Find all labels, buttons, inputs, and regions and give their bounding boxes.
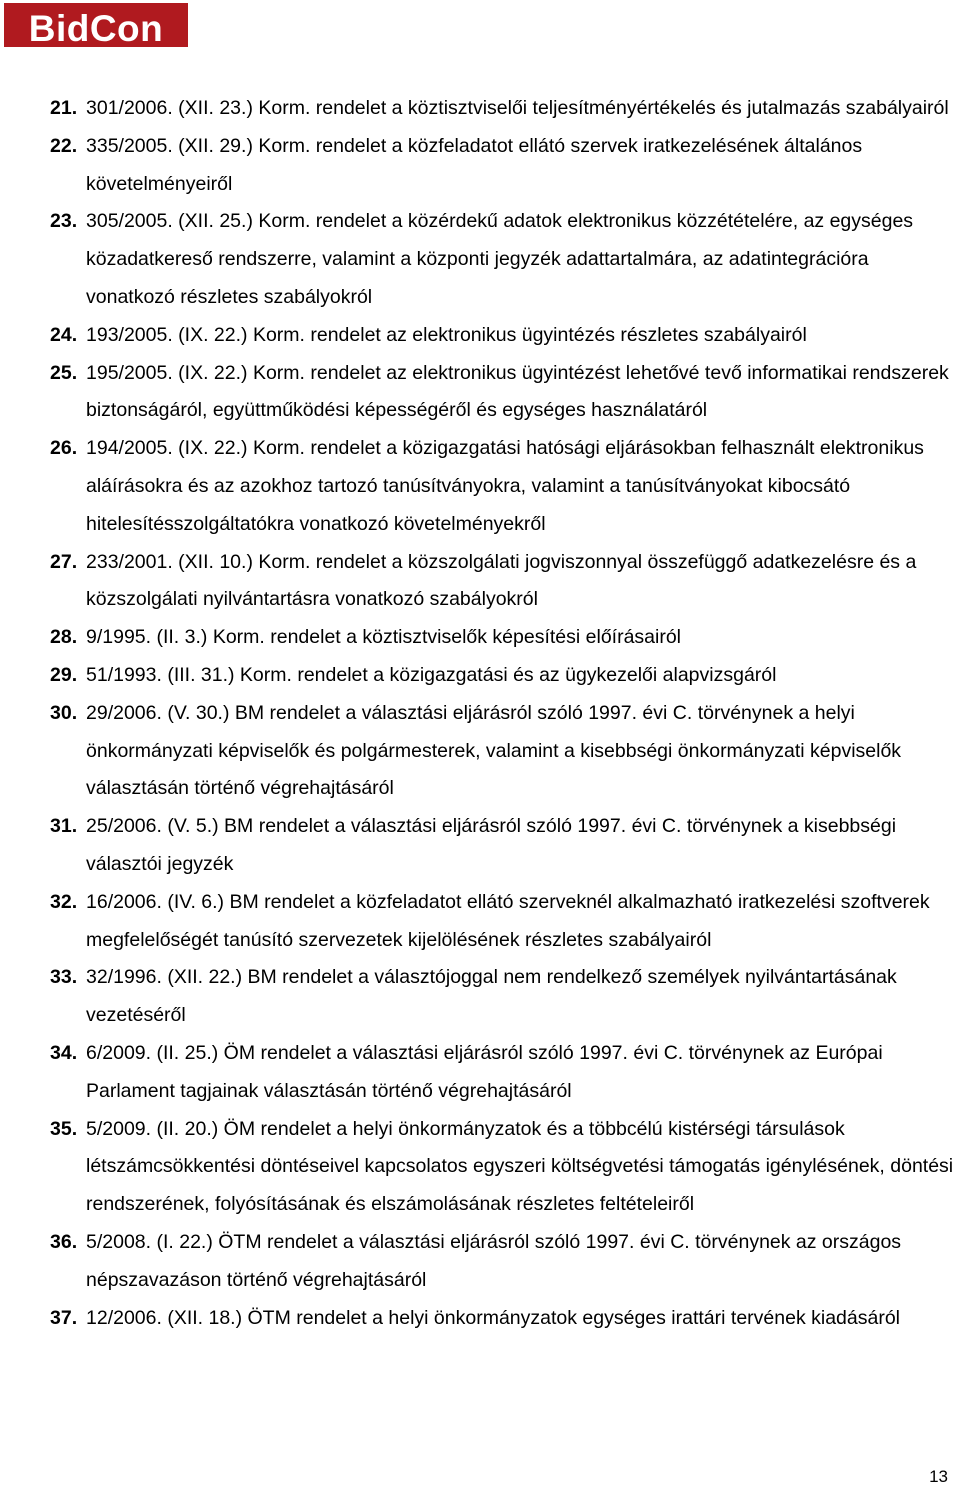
item-text: 12/2006. (XII. 18.) ÖTM rendelet a helyi önkormányzatok egységes irattári tervének kiadásáról	[86, 1306, 900, 1329]
item-number: 26.	[50, 437, 78, 460]
item-text: 16/2006. (IV. 6.) BM rendelet a közfeladatot ellátó szerveknél alkalmazható iratkezelési szoftverek megfelelőségét tanúsító szervezetek kijelölésének részletes szabályairól	[86, 890, 930, 951]
regulation-list	[50, 90, 955, 1337]
list-item	[50, 1300, 955, 1338]
item-number: 24.	[50, 323, 78, 346]
item-text: 29/2006. (V. 30.) BM rendelet a választási eljárásról szóló 1997. évi C. törvénynek a helyi önkormányzati képviselők és polgármesterek, valamint a kisebbségi önkormányzati képviselők választásán történő végrehajtásáról	[86, 701, 902, 800]
list-item	[50, 619, 955, 657]
item-text: 335/2005. (XII. 29.) Korm. rendelet a közfeladatot ellátó szervek iratkezelésének általános követelményeiről	[86, 134, 863, 195]
item-text: 194/2005. (IX. 22.) Korm. rendelet a közigazgatási hatósági eljárásokban felhasznált elektronikus aláírásokra és az azokhoz tartozó tanúsítványokra, valamint a tanúsítványokat kibocsátó hitelesítésszolgáltatókra vonatkozó követelményekről	[86, 437, 924, 535]
list-item	[50, 695, 955, 808]
item-number: 36.	[50, 1230, 78, 1253]
list-item	[50, 1035, 955, 1111]
logo-text: BidCon	[28, 7, 164, 49]
item-number: 34.	[50, 1041, 78, 1064]
item-number: 33.	[50, 966, 78, 989]
item-number: 32.	[50, 890, 78, 913]
list-item	[50, 430, 955, 543]
list-item	[50, 355, 955, 431]
item-number: 21.	[50, 97, 78, 119]
item-number: 30.	[50, 701, 78, 724]
item-text: 51/1993. (III. 31.) Korm. rendelet a közigazgatási és az ügykezelői alapvizsgáról	[86, 663, 777, 686]
item-text: 32/1996. (XII. 22.) BM rendelet a választójoggal nem rendelkező személyek nyilvántartásának vezetéséről	[86, 966, 897, 1027]
item-text: 6/2009. (II. 25.) ÖM rendelet a választási eljárásról szóló 1997. évi C. törvénynek az Európai Parlament tagjainak választásán történő végrehajtásáról	[86, 1041, 883, 1102]
item-text: 5/2009. (II. 20.) ÖM rendelet a helyi önkormányzatok és a többcélú kistérségi társulások létszámcsökkentési döntéseivel kapcsolatos egyszeri költségvetési támogatás igénylésének, döntési rendszerének, folyósításának és elszámolásának részletes feltételeiről	[86, 1117, 954, 1216]
item-number: 25.	[50, 361, 78, 384]
item-number: 27.	[50, 550, 78, 573]
page-number: 13	[929, 1467, 948, 1486]
item-text: 5/2008. (I. 22.) ÖTM rendelet a választási eljárásról szóló 1997. évi C. törvénynek az országos népszavazáson történő végrehajtásáról	[86, 1230, 902, 1291]
item-text: 25/2006. (V. 5.) BM rendelet a választási eljárásról szóló 1997. évi C. törvénynek a kisebbségi választói jegyzék	[86, 815, 897, 875]
list-item	[50, 1224, 955, 1300]
list-item	[50, 808, 955, 884]
item-text: 233/2001. (XII. 10.) Korm. rendelet a közszolgálati jogviszonnyal összefüggő adatkezelésre és a közszolgálati nyilvántartásra vonatkozó szabályokról	[86, 550, 917, 611]
item-number: 28.	[50, 626, 78, 649]
item-text: 9/1995. (II. 3.) Korm. rendelet a köztisztviselők képesítési előírásairól	[86, 626, 682, 649]
list-item	[50, 203, 955, 316]
item-number: 35.	[50, 1117, 78, 1140]
list-item	[50, 959, 955, 1035]
item-number: 37.	[50, 1306, 78, 1329]
item-text: 305/2005. (XII. 25.) Korm. rendelet a közérdekű adatok elektronikus közzétételére, az egységes közadatkereső rendszerre, valamint a központi jegyzék adattartalmára, az adatintegrációra vonatkozó részletes szabályokról	[86, 210, 914, 308]
item-number: 29.	[50, 663, 78, 686]
bidcon-logo	[4, 3, 188, 47]
list-item	[50, 884, 955, 960]
item-text: 193/2005. (IX. 22.) Korm. rendelet az elektronikus ügyintézés részletes szabályairól	[86, 323, 807, 346]
item-number: 22.	[50, 134, 78, 157]
item-number: 31.	[50, 815, 78, 838]
list-item	[50, 317, 955, 355]
list-item	[50, 1111, 955, 1224]
list-item	[50, 657, 955, 695]
list-item	[50, 90, 955, 128]
item-number: 23.	[50, 210, 78, 233]
item-text: 195/2005. (IX. 22.) Korm. rendelet az elektronikus ügyintézést lehetővé tevő informatikai rendszerek biztonságáról, együttműködési képességéről és egységes használatáról	[86, 361, 949, 422]
list-item	[50, 544, 955, 620]
list-item	[50, 128, 955, 204]
item-text: 301/2006. (XII. 23.) Korm. rendelet a köztisztviselői teljesítményértékelés és jutalmazás szabályairól	[86, 97, 949, 119]
